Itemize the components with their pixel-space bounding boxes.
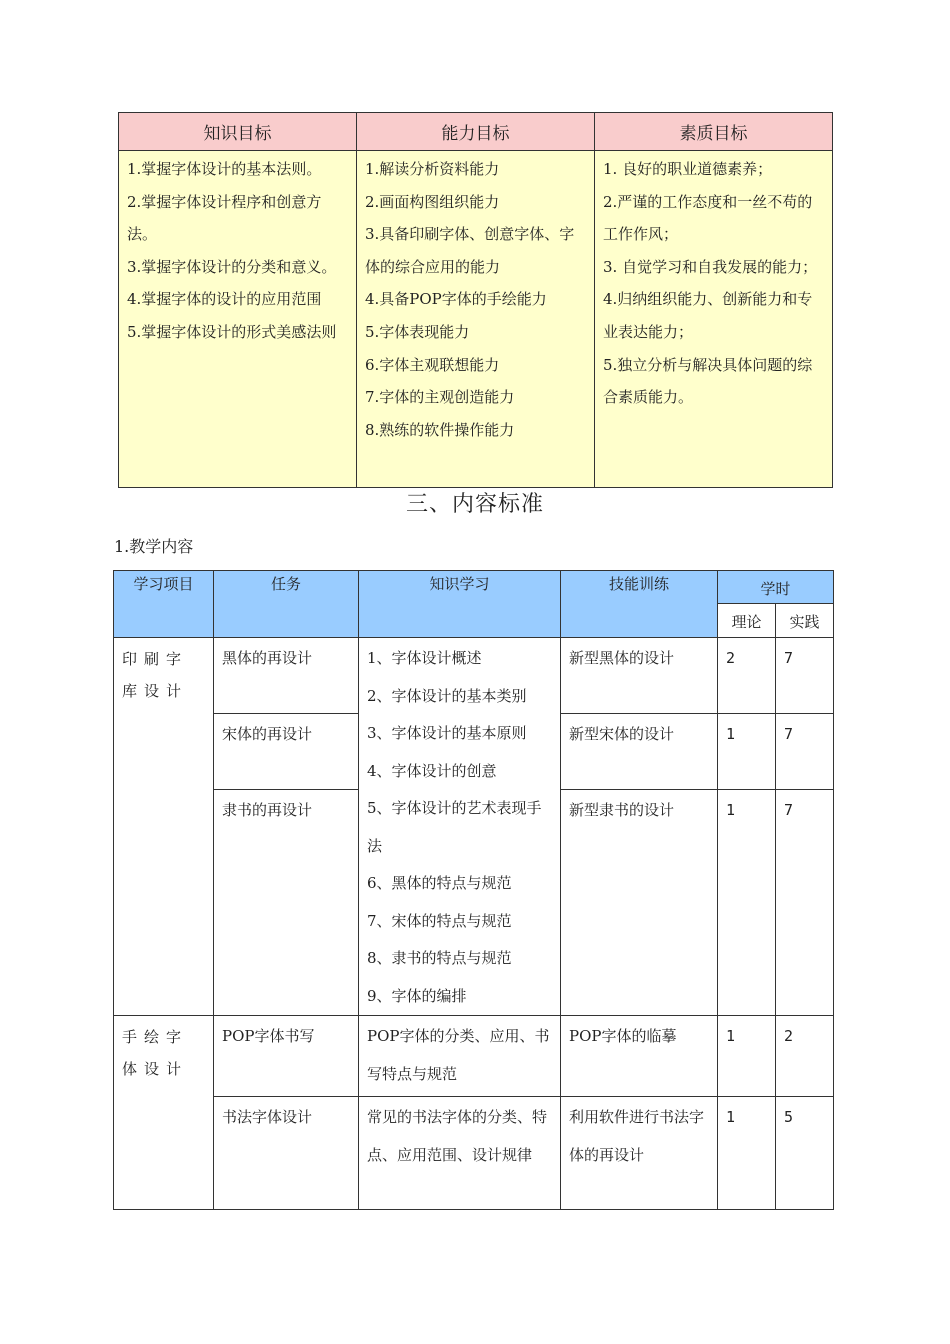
table-row (114, 1097, 834, 1210)
theory-hours-cell: 1 (718, 714, 776, 790)
knowledge-goals-cell (119, 151, 357, 488)
header-practice: 实践 (776, 604, 834, 638)
quality-goal-item: 1. 良好的职业道德素养； (602, 160, 773, 178)
task-cell: 宋体的再设计 (214, 714, 359, 790)
quality-goal-item: 3. 自觉学习和自我发展的能力； (602, 257, 818, 276)
quality-goal-item: 2.严谨的工作态度和一丝不苟的工作作风； (602, 192, 813, 244)
skill-cell: 新型黑体的设计 (561, 638, 718, 714)
ability-goals-cell (356, 151, 594, 488)
ability-goal-item: 4.具备POP字体的手绘能力 (364, 290, 547, 309)
knowledge-item: 2、字体设计的基本类别 (367, 686, 527, 705)
practice-hours-cell: 5 (776, 1097, 834, 1210)
skill-cell: 新型宋体的设计 (561, 714, 718, 790)
section-title: 三、内容标准 (405, 492, 544, 517)
table-row (114, 638, 834, 714)
theory-hours-cell: 2 (718, 638, 776, 714)
project-cell: 手绘字体设计 (114, 1016, 214, 1210)
objectives-table (118, 112, 833, 488)
knowledge-item: 8、隶书的特点与规范 (367, 949, 512, 967)
theory-hours-cell: 1 (718, 1097, 776, 1210)
task-cell: 隶书的再设计 (214, 790, 359, 1016)
header-skill: 技能训练 (561, 571, 718, 638)
header-project: 学习项目 (114, 571, 214, 638)
task-cell: 书法字体设计 (214, 1097, 359, 1210)
header-quality-goals: 素质目标 (594, 113, 832, 151)
skill-cell: POP字体的临摹 (561, 1016, 718, 1097)
knowledge-goal-item: 1.掌握字体设计的基本法则。 (127, 160, 322, 178)
knowledge-goal-item: 4.掌握字体的设计的应用范围 (127, 290, 322, 309)
knowledge-cell (359, 638, 561, 1016)
skill-cell: 新型隶书的设计 (561, 790, 718, 1016)
ability-goal-item: 8.熟练的软件操作能力 (364, 420, 515, 439)
practice-hours-cell: 7 (776, 638, 834, 714)
quality-goal-item: 4.归纳组织能力、创新能力和专业表达能力； (602, 290, 813, 341)
knowledge-goal-item: 3.掌握字体设计的分类和意义。 (127, 257, 337, 276)
theory-hours-cell: 1 (718, 1016, 776, 1097)
knowledge-item: 9、字体的编排 (367, 986, 467, 1005)
knowledge-item: 4、字体设计的创意 (367, 761, 497, 780)
quality-goals-cell (594, 151, 832, 488)
header-ability-goals: 能力目标 (356, 113, 594, 151)
practice-hours-cell: 2 (776, 1016, 834, 1097)
table-row (114, 1016, 834, 1097)
table-header-row (114, 571, 834, 604)
ability-goal-item: 6.字体主观联想能力 (364, 355, 500, 374)
ability-goal-item: 2.画面构图组织能力 (364, 192, 500, 211)
project-cell: 印刷字库设计 (114, 638, 214, 1016)
knowledge-item: 5、字体设计的艺术表现手法 (367, 799, 542, 855)
task-cell: POP字体书写 (214, 1016, 359, 1097)
ability-goal-item: 5.字体表现能力 (364, 322, 470, 341)
skill-cell: 利用软件进行书法字体的再设计 (561, 1097, 718, 1210)
ability-goal-item: 3.具备印刷字体、创意字体、字体的综合应用的能力 (364, 225, 575, 276)
theory-hours-cell: 1 (718, 790, 776, 1016)
header-knowledge-goals: 知识目标 (119, 113, 357, 151)
header-task: 任务 (214, 571, 359, 638)
objectives-body-row (119, 151, 833, 488)
header-theory: 理论 (718, 604, 776, 638)
quality-goal-item: 5.独立分析与解决具体问题的综合素质能力。 (602, 355, 813, 407)
objectives-header-row (119, 113, 833, 151)
knowledge-item: 6、黑体的特点与规范 (367, 874, 512, 892)
practice-hours-cell: 7 (776, 790, 834, 1016)
ability-goal-item: 1.解读分析资料能力 (364, 160, 500, 178)
subsection-title: 1.教学内容 (114, 537, 194, 556)
knowledge-item: 1、字体设计概述 (367, 649, 482, 667)
knowledge-goal-item: 2.掌握字体设计程序和创意方法。 (127, 192, 322, 244)
knowledge-goal-item: 5.掌握字体设计的形式美感法则 (127, 322, 337, 341)
teaching-content-table (113, 570, 834, 1210)
ability-goal-item: 7.字体的主观创造能力 (364, 388, 515, 407)
knowledge-cell: 常见的书法字体的分类、特点、应用范围、设计规律 (359, 1097, 561, 1210)
practice-hours-cell: 7 (776, 714, 834, 790)
header-hours: 学时 (718, 571, 834, 604)
task-cell: 黑体的再设计 (214, 638, 359, 714)
knowledge-cell: POP字体的分类、应用、书写特点与规范 (359, 1016, 561, 1097)
knowledge-item: 7、宋体的特点与规范 (367, 911, 512, 930)
knowledge-item: 3、字体设计的基本原则 (367, 724, 527, 742)
header-knowledge: 知识学习 (359, 571, 561, 638)
